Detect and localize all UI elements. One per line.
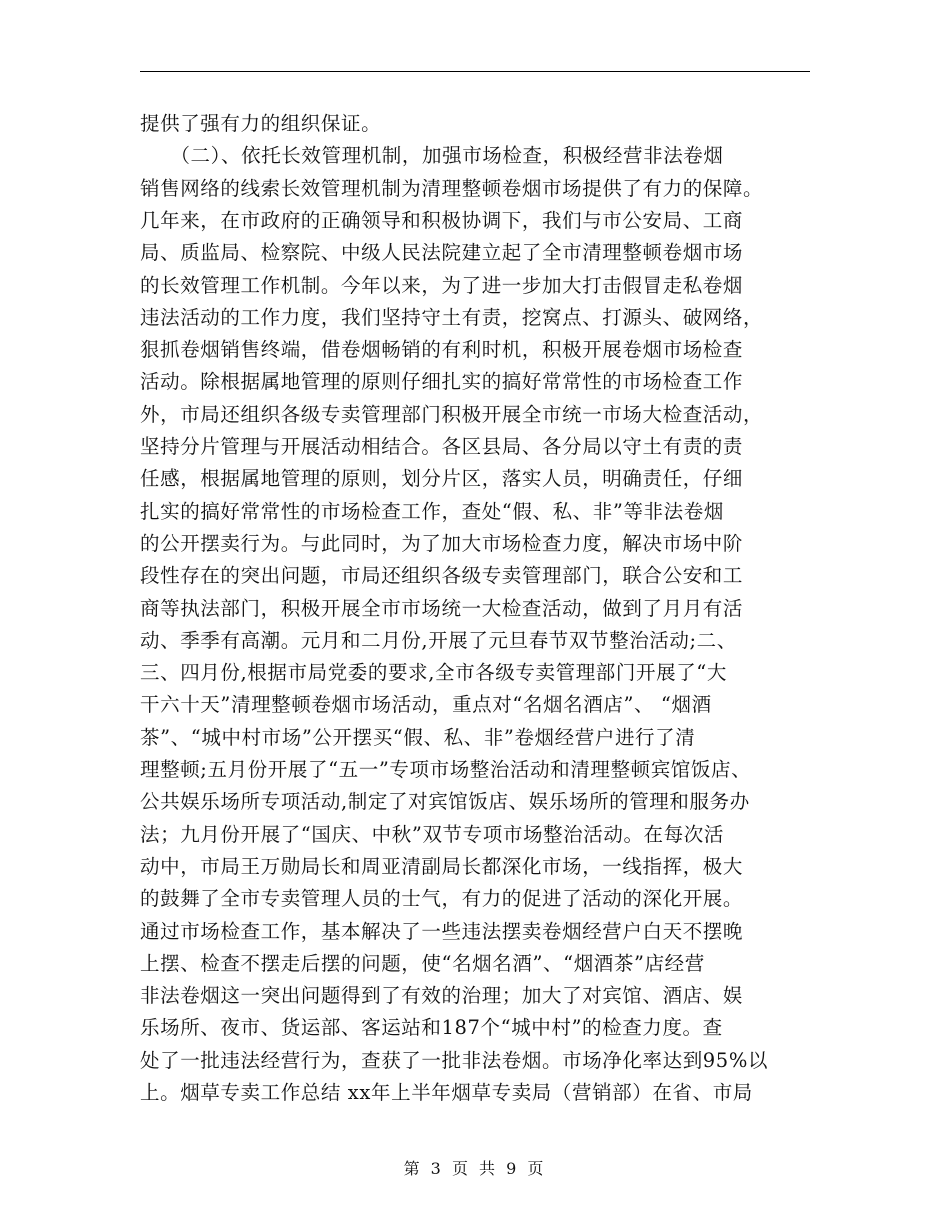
text-line: 的鼓舞了全市专卖管理人员的士气，有力的促进了活动的深化开展。 — [140, 887, 744, 911]
text-line: 干六十天”清理整顿卷烟市场活动，重点对“名烟名酒店”、 “烟酒 — [140, 693, 712, 717]
text-line: 坚持分片管理与开展活动相结合。各区县局、各分局以守土有责的责 — [140, 435, 744, 458]
text-line: 商等执法部门，积极开展全市市场统一大检查活动，做到了月月有活 — [140, 596, 744, 620]
text-line: （二）、依托长效管理机制，加强市场检查，积极经营非法卷烟 — [140, 144, 724, 168]
text-line: 几年来，在市政府的正确领导和积极协调下，我们与市公安局、工商 — [140, 208, 744, 232]
text-line: 段性存在的突出问题，市局还组织各级专卖管理部门，联合公安和工 — [140, 564, 744, 588]
text-line: 外，市局还组织各级专卖管理部门积极开展全市统一市场大检查活动， — [140, 402, 764, 426]
page-footer: 第 3 页 共 9 页 — [403, 1159, 547, 1178]
text-line: 理整顿;五月份开展了“五一”专项市场整治活动和清理整顿宾馆饭店、 — [140, 758, 752, 781]
text-line: 扎实的搞好常常性的市场检查工作，查处“假、私、非”等非法卷烟 — [140, 499, 724, 523]
header-rule — [140, 71, 810, 72]
text-line: 上。烟草专卖工作总结 xx年上半年烟草专卖局（营销部）在省、市局 — [140, 1081, 753, 1104]
text-line: 任感，根据属地管理的原则，划分片区，落实人员，明确责任，仔细 — [140, 467, 744, 491]
text-line: 上摆、检查不摆走后摆的问题，使“名烟名酒”、“烟酒茶”店经营 — [140, 951, 705, 975]
text-line: 狠抓卷烟销售终端，借卷烟畅销的有利时机，积极开展卷烟市场检查 — [140, 338, 744, 362]
text-line: 乐场所、夜市、货运部、客运站和187个“城中村”的检查力度。查 — [140, 1016, 723, 1040]
text-line: 提供了强有力的组织保证。 — [140, 112, 382, 135]
text-line: 的公开摆卖行为。与此同时，为了加大市场检查力度，解决市场中阶 — [140, 531, 744, 555]
text-line: 茶”、“城中村市场”公开摆买“假、私、非”卷烟经营户进行了清 — [140, 725, 696, 749]
text-line: 活动。除根据属地管理的原则仔细扎实的搞好常常性的市场检查工作 — [140, 370, 744, 394]
text-line: 局、质监局、检察院、中级人民法院建立起了全市清理整顿卷烟市场 — [140, 241, 744, 265]
text-line: 销售网络的线索长效管理机制为清理整顿卷烟市场提供了有力的保障。 — [140, 176, 764, 200]
text-line: 公共娱乐场所专项活动,制定了对宾馆饭店、娱乐场所的管理和服务办 — [140, 790, 750, 814]
text-line: 处了一批违法经营行为，查获了一批非法卷烟。市场净化率达到95%以 — [140, 1048, 769, 1072]
text-line: 的长效管理工作机制。今年以来，为了进一步加大打击假冒走私卷烟 — [140, 273, 744, 297]
text-line: 法；九月份开展了“国庆、中秋”双节专项市场整治活动。在每次活 — [140, 822, 724, 846]
text-line: 非法卷烟这一突出问题得到了有效的治理；加大了对宾馆、酒店、娱 — [140, 984, 744, 1008]
text-line: 通过市场检查工作，基本解决了一些违法摆卖卷烟经营户白天不摆晚 — [140, 919, 744, 943]
text-line: 违法活动的工作力度，我们坚持守土有责，挖窝点、打源头、破网络， — [140, 305, 764, 329]
text-line: 动、季季有高潮。元月和二月份,开展了元旦春节双节整治活动;二、 — [140, 628, 737, 652]
text-line: 三、四月份,根据市局党委的要求,全市各级专卖管理部门开展了“大 — [140, 661, 727, 685]
text-line: 动中，市局王万勋局长和周亚清副局长都深化市场，一线指挥，极大 — [140, 854, 744, 878]
